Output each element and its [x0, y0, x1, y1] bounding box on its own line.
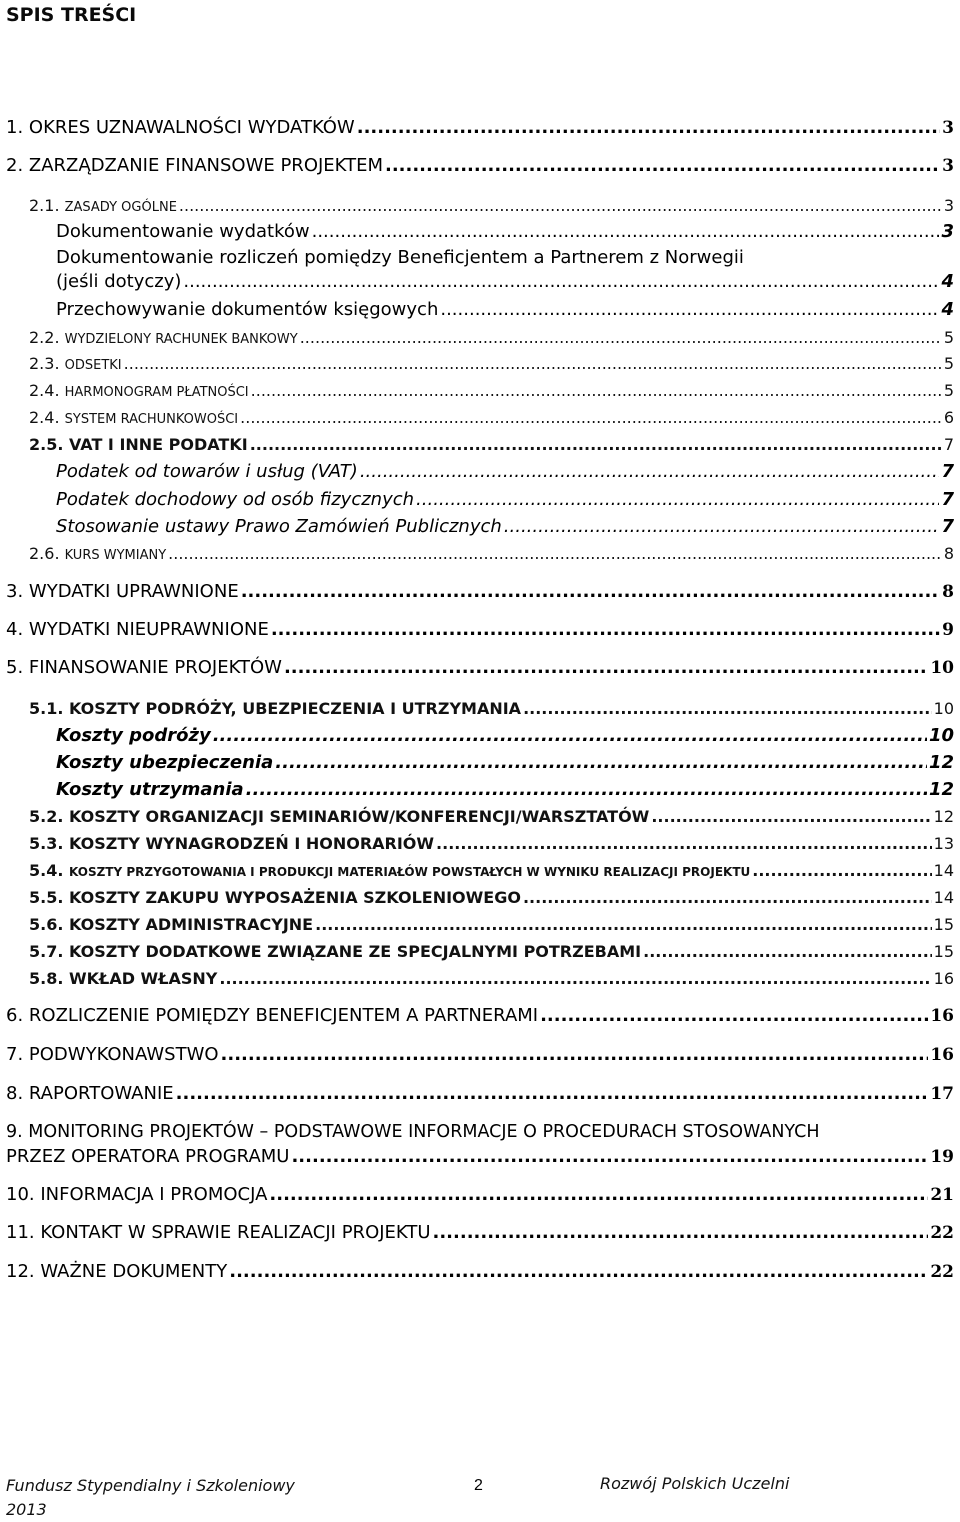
toc-entry-title: KOSZTY ORGANIZACJI SEMINARIÓW/KONFERENCJI/WARSZTATÓW — [69, 807, 650, 826]
toc-entry[interactable] — [6, 1004, 954, 1028]
toc-leader — [240, 406, 942, 430]
toc-entry-line1[interactable] — [56, 246, 954, 270]
toc-entry[interactable] — [29, 940, 954, 964]
toc-entry-page: 3 — [942, 118, 954, 138]
toc-entry-title: KOSZTY ADMINISTRACYJNE — [69, 915, 314, 934]
toc-entry-page: 16 — [933, 969, 954, 988]
toc-entry-title: 4. WYDATKI NIEUPRAWNIONE — [6, 619, 269, 640]
toc-entry-page: 13 — [933, 834, 954, 853]
toc-entry-page: 12 — [928, 752, 954, 773]
toc-entry-page: 7 — [941, 489, 954, 510]
toc-entry-title: Koszty utrzymania — [56, 779, 244, 800]
toc-leader — [179, 194, 942, 218]
toc-entry[interactable] — [6, 580, 954, 604]
toc-entry[interactable] — [6, 1260, 954, 1284]
toc-entry[interactable] — [29, 697, 954, 721]
toc-leader — [246, 778, 927, 802]
toc-entry-title: KURS WYMIANY — [64, 548, 167, 563]
toc-entry[interactable] — [56, 298, 954, 322]
toc-entry-title: 5. FINANSOWANIE PROJEKTÓW — [6, 657, 282, 678]
toc-entry-page: 15 — [933, 942, 954, 961]
toc-leader — [124, 352, 942, 376]
toc-leader — [315, 913, 932, 937]
toc-leader — [643, 940, 932, 964]
toc-entry-page: 22 — [930, 1262, 954, 1282]
toc-entry[interactable] — [29, 859, 954, 883]
toc-entry[interactable] — [6, 618, 954, 642]
toc-entry-title: Koszty ubezpieczenia — [56, 752, 274, 773]
toc-entry[interactable] — [6, 1221, 954, 1245]
toc-entry-page: 21 — [930, 1185, 954, 1205]
toc-leader — [284, 656, 928, 680]
toc-entry-page: 5 — [943, 328, 954, 347]
toc-entry[interactable] — [29, 542, 954, 566]
toc-leader — [176, 1082, 929, 1106]
toc-leader — [241, 580, 940, 604]
toc-leader — [275, 751, 927, 775]
toc-leader — [250, 433, 942, 457]
toc-entry-title-cont: PRZEZ OPERATORA PROGRAMU — [6, 1146, 290, 1167]
toc-entry[interactable] — [29, 967, 954, 991]
toc-leader — [523, 697, 932, 721]
toc-entry-number: 2.6. — [29, 544, 60, 563]
toc-entry-page: 10 — [928, 725, 954, 746]
toc-entry-title-cont: (jeśli dotyczy) — [56, 271, 182, 292]
toc-entry-page: 22 — [930, 1223, 954, 1243]
toc-entry-title: 12. WAŻNE DOKUMENTY — [6, 1261, 228, 1282]
toc-entry[interactable] — [29, 379, 954, 403]
toc-entry-title: 9. MONITORING PROJEKTÓW – PODSTAWOWE INFORMACJE O PROCEDURACH STOSOWANYCH — [6, 1122, 820, 1142]
toc-heading: SPIS TREŚCI — [6, 4, 137, 26]
footer-page-number: 2 — [474, 1477, 483, 1494]
toc-entry[interactable] — [29, 352, 954, 376]
toc-entry-page: 4 — [941, 271, 954, 292]
toc-entry-title: ODSETKI — [64, 358, 122, 373]
toc-entry[interactable] — [6, 656, 954, 680]
toc-entry-title: Przechowywanie dokumentów księgowych — [56, 299, 439, 320]
toc-entry[interactable] — [29, 406, 954, 430]
toc-entry-number: 2.5. — [29, 435, 64, 454]
toc-entry[interactable] — [56, 515, 954, 539]
toc-entry-number: 2.3. — [29, 354, 60, 373]
toc-entry-title: 11. KONTAKT W SPRAWIE REALIZACJI PROJEKTU — [6, 1222, 431, 1243]
toc-entry-page: 10 — [930, 658, 954, 678]
toc-leader — [357, 116, 940, 140]
toc-leader — [312, 220, 940, 244]
toc-entry-title: KOSZTY DODATKOWE ZWIĄZANE ZE SPECJALNYMI POTRZEBAMI — [69, 942, 642, 961]
toc-entry-title: KOSZTY PODRÓŻY, UBEZPIECZENIA I UTRZYMANIA — [69, 699, 522, 718]
toc-leader — [251, 379, 942, 403]
toc-entry-page: 3 — [942, 156, 954, 176]
toc-entry-number: 2.4. — [29, 381, 60, 400]
toc-entry[interactable] — [29, 805, 954, 829]
toc-entry-page: 3 — [943, 196, 954, 215]
toc-entry-number: 5.1. — [29, 699, 64, 718]
toc-leader — [440, 298, 939, 322]
toc-entry-title: Dokumentowanie wydatków — [56, 221, 310, 242]
toc-entry-number: 5.8. — [29, 969, 64, 988]
toc-entry-line1[interactable] — [6, 1120, 954, 1144]
toc-entry-title: Podatek od towarów i usług (VAT) — [56, 461, 358, 482]
toc-entry[interactable] — [56, 751, 954, 775]
toc-entry-number: 5.4. — [29, 861, 64, 880]
toc-entry-page: 17 — [930, 1084, 954, 1104]
toc-leader — [385, 154, 940, 178]
toc-entry-title: ZASADY OGÓLNE — [64, 200, 177, 215]
toc-leader — [221, 1043, 929, 1067]
toc-entry[interactable] — [29, 433, 954, 457]
toc-entry-title: 1. OKRES UZNAWALNOŚCI WYDATKÓW — [6, 117, 355, 138]
toc-entry-page: 5 — [943, 381, 954, 400]
toc-entry-title: KOSZTY PRZYGOTOWANIA I PRODUKCJI MATERIAŁÓW POWSTAŁYCH W WYNIKU REALIZACJI PROJEKTU — [69, 865, 751, 879]
toc-entry-title: WYDZIELONY RACHUNEK BANKOWY — [64, 332, 298, 347]
toc-leader — [360, 460, 940, 484]
toc-entry-page: 7 — [943, 435, 954, 454]
toc-entry-page: 16 — [930, 1006, 954, 1026]
toc-entry-number: 5.2. — [29, 807, 64, 826]
toc-entry[interactable] — [6, 1145, 954, 1169]
toc-entry[interactable] — [6, 1043, 954, 1067]
toc-entry-title: 8. RAPORTOWANIE — [6, 1083, 174, 1104]
toc-entry-number: 5.5. — [29, 888, 64, 907]
toc-leader — [752, 859, 931, 883]
toc-leader — [540, 1004, 928, 1028]
toc-entry-page: 9 — [942, 620, 954, 640]
toc-leader — [651, 805, 931, 829]
toc-leader — [504, 515, 940, 539]
toc-entry[interactable] — [29, 326, 954, 350]
toc-entry[interactable] — [6, 116, 954, 140]
toc-entry-title: KOSZTY ZAKUPU WYPOSAŻENIA SZKOLENIOWEGO — [69, 888, 521, 907]
toc-entry[interactable] — [56, 778, 954, 802]
footer-fund-name — [6, 1474, 326, 1522]
toc-entry[interactable] — [6, 1183, 954, 1207]
toc-entry-title: Stosowanie ustawy Prawo Zamówień Publicznych — [56, 516, 502, 537]
toc-entry-title: Dokumentowanie rozliczeń pomiędzy Beneficjentem a Partnerem z Norwegii — [56, 247, 744, 268]
toc-leader — [436, 832, 932, 856]
toc-entry-number: 5.7. — [29, 942, 64, 961]
toc-entry-page: 14 — [933, 888, 954, 907]
toc-entry-title: HARMONOGRAM PŁATNOŚCI — [64, 385, 249, 400]
toc-leader — [291, 1145, 928, 1169]
toc-entry-page: 8 — [942, 582, 954, 602]
toc-entry-number: 2.1. — [29, 196, 60, 215]
footer-fund-line1: Fundusz Stypendialny i Szkoleniowy — [6, 1476, 295, 1495]
footer-program-name: Rozwój Polskich Uczelni — [600, 1474, 790, 1493]
toc-entry[interactable] — [29, 886, 954, 910]
toc-leader — [229, 1260, 928, 1284]
toc-entry-title: WKŁAD WŁASNY — [69, 969, 218, 988]
toc-entry-title: 6. ROZLICZENIE POMIĘDZY BENEFICJENTEM A PARTNERAMI — [6, 1005, 539, 1026]
toc-entry-page: 6 — [943, 408, 954, 427]
toc-entry-page: 7 — [941, 461, 954, 482]
toc-entry-number: 2.2. — [29, 328, 60, 347]
toc-entry-page: 16 — [930, 1045, 954, 1065]
toc-entry-page: 5 — [943, 354, 954, 373]
toc-leader — [269, 1183, 928, 1207]
toc-entry-title: 10. INFORMACJA I PROMOCJA — [6, 1184, 268, 1205]
toc-entry-title: 2. ZARZĄDZANIE FINANSOWE PROJEKTEM — [6, 155, 383, 176]
toc-entry-title: 7. PODWYKONAWSTWO — [6, 1044, 219, 1065]
toc-entry-page: 14 — [933, 861, 954, 880]
footer-fund-year: 2013 — [6, 1500, 47, 1519]
toc-leader — [416, 488, 939, 512]
toc-entry-page: 10 — [933, 699, 954, 718]
toc-entry-title: VAT I INNE PODATKI — [69, 435, 248, 454]
toc-entry-page: 12 — [933, 807, 954, 826]
toc-entry[interactable] — [29, 913, 954, 937]
toc-entry-number: 5.6. — [29, 915, 64, 934]
toc-entry-page: 3 — [941, 221, 954, 242]
toc-leader — [523, 886, 932, 910]
toc-leader — [183, 270, 939, 294]
toc-leader — [300, 326, 942, 350]
toc-entry[interactable] — [56, 460, 954, 484]
toc-entry[interactable] — [29, 832, 954, 856]
toc-entry[interactable] — [6, 1082, 954, 1106]
toc-entry[interactable] — [56, 488, 954, 512]
toc-leader — [271, 618, 940, 642]
toc-leader — [168, 542, 942, 566]
toc-entry-page: 15 — [933, 915, 954, 934]
toc-entry-title: 3. WYDATKI UPRAWNIONE — [6, 581, 239, 602]
toc-entry-page: 7 — [941, 516, 954, 537]
toc-entry-page: 12 — [928, 779, 954, 800]
toc-leader — [433, 1221, 929, 1245]
toc-entry-page: 8 — [943, 544, 954, 563]
toc-leader — [213, 724, 927, 748]
toc-entry-title: Koszty podróży — [56, 725, 211, 746]
toc-entry[interactable] — [6, 154, 954, 178]
toc-leader — [219, 967, 931, 991]
toc-entry-page: 19 — [930, 1147, 954, 1167]
toc-entry-title: Podatek dochodowy od osób fizycznych — [56, 489, 415, 510]
toc-entry[interactable] — [29, 194, 954, 218]
toc-entry[interactable] — [56, 270, 954, 294]
toc-entry[interactable] — [56, 724, 954, 748]
toc-entry-number: 5.3. — [29, 834, 64, 853]
toc-entry-number: 2.4. — [29, 408, 60, 427]
toc-entry-title: SYSTEM RACHUNKOWOŚCI — [64, 412, 239, 427]
toc-entry-page: 4 — [941, 299, 954, 320]
toc-entry[interactable] — [56, 220, 954, 244]
toc-entry-title: KOSZTY WYNAGRODZEŃ I HONORARIÓW — [69, 834, 435, 853]
